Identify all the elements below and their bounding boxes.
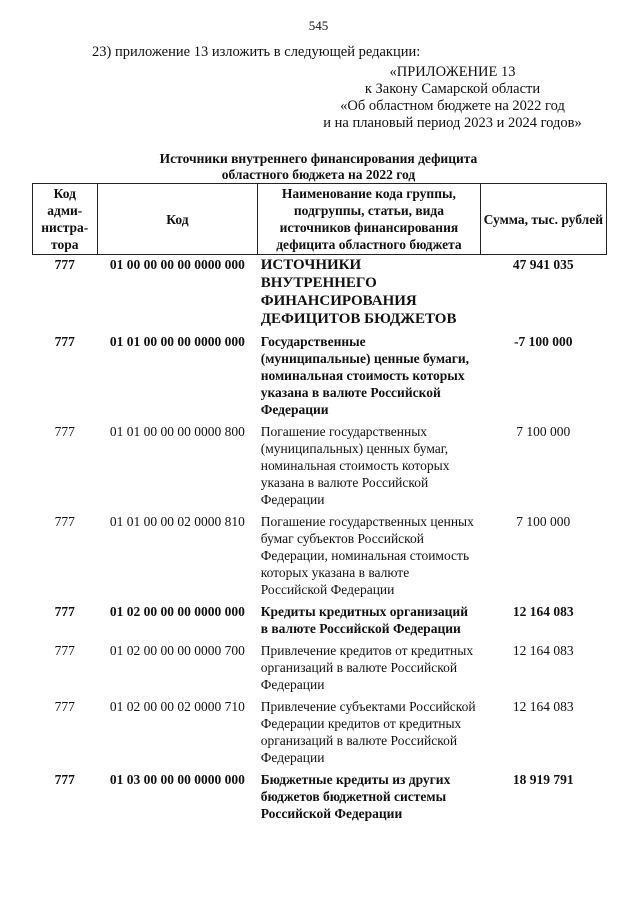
amendment-intro: 23) приложение 13 изложить в следующей редакции: — [92, 44, 421, 60]
cell-admin: 777 — [54, 604, 75, 619]
cell-name: Погашение государственных (муниципальных) ценных бумаг, номинальная стоимость которых указана в валюте Российской Федерации — [260, 424, 450, 507]
cell-sum: 18 919 791 — [512, 772, 574, 787]
table-row — [33, 422, 607, 512]
cell-code: 01 02 00 00 02 0000 710 — [109, 699, 245, 714]
cell-sum: -7 100 000 — [514, 334, 573, 349]
cell-name: Государственные (муниципальные) ценные бумаги, номинальная стоимость которых указана в валюте Российской Федерации — [260, 334, 469, 417]
appendix-line-2: к Закону Самарской области — [364, 81, 541, 97]
cell-code: 01 01 00 00 02 0000 810 — [109, 514, 245, 529]
appendix-header — [300, 64, 605, 132]
cell-name: Кредиты кредитных организаций в валюте Российской Федерации — [260, 604, 468, 636]
table-row — [33, 770, 607, 826]
cell-sum: 12 164 083 — [512, 604, 574, 619]
cell-code: 01 02 00 00 00 0000 700 — [109, 643, 245, 658]
header-sum: Сумма, тыс. рублей — [480, 184, 606, 255]
table-row — [33, 255, 607, 333]
cell-sum: 47 941 035 — [512, 257, 574, 272]
table-title-line-1: Источники внутреннего финансирования дефицита — [159, 151, 478, 166]
cell-code: 01 01 00 00 00 0000 000 — [109, 334, 245, 349]
cell-name: Привлечение кредитов от кредитных организаций в валюте Российской Федерации — [260, 643, 474, 692]
table-row — [33, 332, 607, 422]
appendix-line-3: «Об областном бюджете на 2022 год — [340, 98, 565, 114]
cell-admin: 777 — [54, 424, 75, 439]
header-name: Наименование кода группы, подгруппы, статьи, вида источников финансирования дефицита областного бюджета — [258, 184, 480, 255]
cell-sum: 7 100 000 — [516, 514, 571, 529]
table-row — [33, 512, 607, 602]
cell-admin: 777 — [54, 334, 75, 349]
appendix-line-1: «ПРИЛОЖЕНИЕ 13 — [389, 64, 516, 80]
table-row — [33, 697, 607, 770]
table-header-row — [33, 184, 607, 255]
table-row — [33, 602, 607, 641]
cell-code: 01 03 00 00 00 0000 000 — [109, 772, 245, 787]
cell-name: Привлечение субъектами Российской Федерации кредитов от кредитных организаций в валюте Российской Федерации — [260, 699, 476, 765]
header-admin-code: Код адми-нистра-тора — [33, 184, 98, 255]
cell-code: 01 02 00 00 00 0000 000 — [109, 604, 245, 619]
cell-sum: 12 164 083 — [512, 643, 574, 658]
table-title-line-2: областного бюджета на 2022 год — [221, 167, 416, 182]
table-row — [33, 641, 607, 697]
page-number: 545 — [308, 18, 329, 33]
cell-code: 01 01 00 00 00 0000 800 — [109, 424, 245, 439]
cell-name: Погашение государственных ценных бумаг субъектов Российской Федерации, номинальная стоимость которых указана в валюте Российской Федерации — [260, 514, 474, 597]
cell-admin: 777 — [54, 699, 75, 714]
financing-table — [32, 183, 607, 826]
cell-code: 01 00 00 00 00 0000 000 — [109, 257, 245, 272]
cell-admin: 777 — [54, 643, 75, 658]
table-title — [0, 151, 637, 183]
appendix-line-4: и на плановый период 2023 и 2024 годов» — [323, 115, 582, 131]
header-code: Код — [97, 184, 258, 255]
cell-sum: 12 164 083 — [512, 699, 574, 714]
cell-admin: 777 — [54, 257, 75, 272]
cell-sum: 7 100 000 — [516, 424, 571, 439]
cell-admin: 777 — [54, 772, 75, 787]
cell-name: Бюджетные кредиты из других бюджетов бюджетной системы Российской Федерации — [260, 772, 451, 821]
cell-name: ИСТОЧНИКИ ВНУТРЕННЕГО ФИНАНСИРОВАНИЯ ДЕФИЦИТОВ БЮДЖЕТОВ — [260, 257, 457, 327]
cell-admin: 777 — [54, 514, 75, 529]
